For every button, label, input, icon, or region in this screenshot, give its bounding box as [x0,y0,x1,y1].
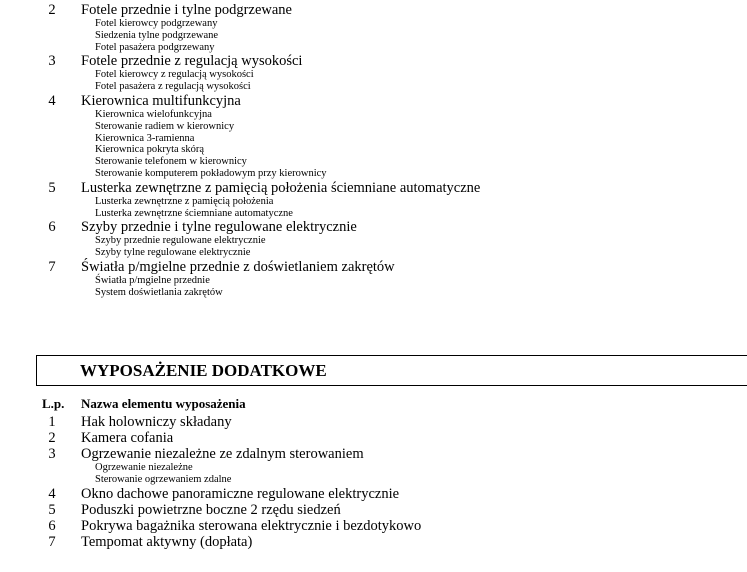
sub-item: Kierownica 3-ramienna [95,132,195,144]
sub-item: Ogrzewanie niezależne [95,462,193,473]
item-number: 2 [48,2,56,18]
sub-item-list [0,18,747,53]
sub-item-list [0,275,747,299]
item-number: 4 [48,485,56,502]
item-name: Poduszki powietrzne boczne 2 rzędu siedzeń [81,501,341,518]
section-title: WYPOSAŻENIE DODATKOWE [80,361,327,380]
sub-item: Siedzenia tylne podgrzewane [95,29,219,41]
sub-item-list [0,235,747,259]
sub-item: Sterowanie telefonem w kierownicy [95,156,247,168]
section-header-box [36,355,747,386]
sub-item: Szyby przednie regulowane elektrycznie [95,235,266,247]
item-number: 3 [48,446,56,462]
sub-item: Fotel kierowcy podgrzewany [95,18,218,29]
item-name: Lusterka zewnętrzne z pamięcią położenia ściemniane automatyczne [81,179,481,196]
sub-item: Szyby tylne regulowane elektrycznie [95,247,251,259]
item-name: Światła p/mgielne przednie z doświetlaniem zakrętów [81,258,395,275]
sub-item: Kierownica pokryta skórą [95,144,205,156]
list-item [0,518,747,534]
list-item [0,502,747,518]
list-item [0,93,747,109]
item-name: Szyby przednie i tylne regulowane elektrycznie [81,219,357,236]
sub-item: Fotel kierowcy z regulacją wysokości [95,69,254,81]
sub-item: Lusterka zewnętrzne ściemniane automatyczne [95,207,293,219]
item-name: Fotele przednie z regulacją wysokości [81,53,303,70]
item-number: 7 [48,533,56,550]
list-item [0,486,747,502]
sub-item-list [0,462,747,486]
list-item [0,430,747,446]
item-name: Tempomat aktywny (dopłata) [81,533,253,550]
list-item [0,446,747,462]
sub-item: Kierownica wielofunkcyjna [95,108,212,120]
item-number: 2 [48,430,56,446]
sub-item: Sterowanie komputerem pokładowym przy kierownicy [95,167,327,179]
sub-item: Sterowanie radiem w kierownicy [95,120,235,132]
item-number: 6 [48,219,56,236]
list-item [0,2,747,18]
item-name: Ogrzewanie niezależne ze zdalnym sterowaniem [81,446,364,462]
sub-item: System doświetlania zakrętów [95,286,223,298]
list-item [0,180,747,196]
list-item [0,53,747,69]
item-name: Hak holowniczy składany [81,414,232,430]
list-item [0,534,747,550]
list-item [0,219,747,235]
sub-item-list [0,69,747,93]
list-item [0,259,747,275]
sub-item-list [0,196,747,220]
sub-item: Światła p/mgielne przednie [95,274,210,286]
item-number: 5 [48,501,56,518]
item-name: Fotele przednie i tylne podgrzewane [81,2,292,18]
item-name: Kamera cofania [81,430,174,446]
sub-item: Fotel pasażera z regulacją wysokości [95,81,251,93]
sub-item: Lusterka zewnętrzne z pamięcią położenia [95,195,274,207]
item-number: 7 [48,258,56,275]
sub-item-list [0,109,747,180]
sub-item: Fotel pasażera podgrzewany [95,41,215,53]
item-name: Okno dachowe panoramiczne regulowane elektrycznie [81,485,400,502]
item-number: 1 [48,414,56,430]
standard-equipment-list [0,2,747,299]
item-number: 6 [48,517,56,534]
item-number: 4 [48,92,56,109]
list-item [0,414,747,430]
item-name: Pokrywa bagażnika sterowana elektrycznie i bezdotykowo [81,517,422,534]
item-number: 5 [48,179,56,196]
item-number: 3 [48,53,56,70]
column-header-lp: L.p. [42,396,65,411]
column-header-name: Nazwa elementu wyposażenia [81,396,246,411]
additional-equipment-list [0,414,747,550]
item-name: Kierownica multifunkcyjna [81,92,241,109]
sub-item: Sterowanie ogrzewaniem zdalne [95,473,232,485]
